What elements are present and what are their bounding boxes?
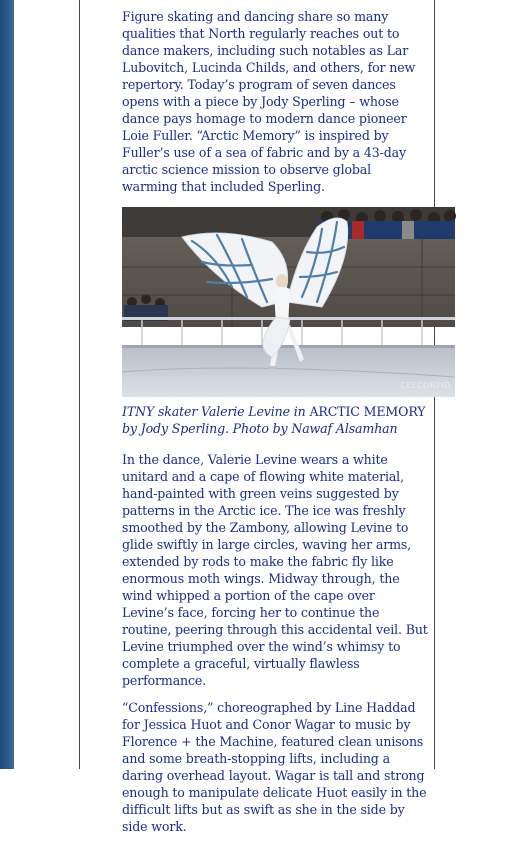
left-decorative-band xyxy=(0,0,14,769)
photo-watermark: CELCORPIO xyxy=(400,381,451,390)
article-paragraph-2: In the dance, Valerie Levine wears a white unitard and a cape of flowing white material, hand-painted with green veins suggested by patterns in the Arctic ice. The ice was freshly smoothed by the Zambony, allowing Levine to glide swiftly in large circles, waving her arms, extended by rods to make the fabric fly like enormous moth wings. Midway through, the wind whipped a portion of the cape over Levine’s face, forcing her to continue the routine, peering through this accidental veil. But Levine triumphed over the wind’s whimsy to complete a graceful, virtually flawless performance. xyxy=(122,452,428,688)
skater-photo-illustration xyxy=(122,207,455,397)
left-column-rule xyxy=(79,0,80,769)
article-photo xyxy=(122,207,455,397)
article-paragraph-3: “Confessions,” choreographed by Line Haddad for Jessica Huot and Conor Wagar to music by Florence + the Machine, featured clean unisons and some breath-stopping lifts, including a daring overhead layout. Wagar is tall and strong enough to manipulate delicate Huot easily in the difficult lifts but as swift as she in the side by side work. xyxy=(122,700,427,834)
photo-caption xyxy=(122,403,430,437)
article-body xyxy=(122,8,451,845)
article-paragraph-1: Figure skating and dancing share so many qualities that North regularly reaches out to dance makers, including such notables as Lar Lubovitch, Lucinda Childs, and others, for new repertory. Today’s program of seven dances opens with a piece by Jody Sperling – whose dance pays homage to modern dance pioneer Loie Fuller. “Arctic Memory” is inspired by Fuller’s use of a sea of fabric and by a 43-day arctic science mission to observe global warming that included Sperling. xyxy=(122,9,416,194)
caption-text-2: by Jody Sperling. Photo by Nawaf Alsamhan xyxy=(122,421,398,436)
caption-dance-title: ARCTIC MEMORY xyxy=(309,404,426,419)
caption-text-1: ITNY skater Valerie Levine in xyxy=(122,404,310,419)
